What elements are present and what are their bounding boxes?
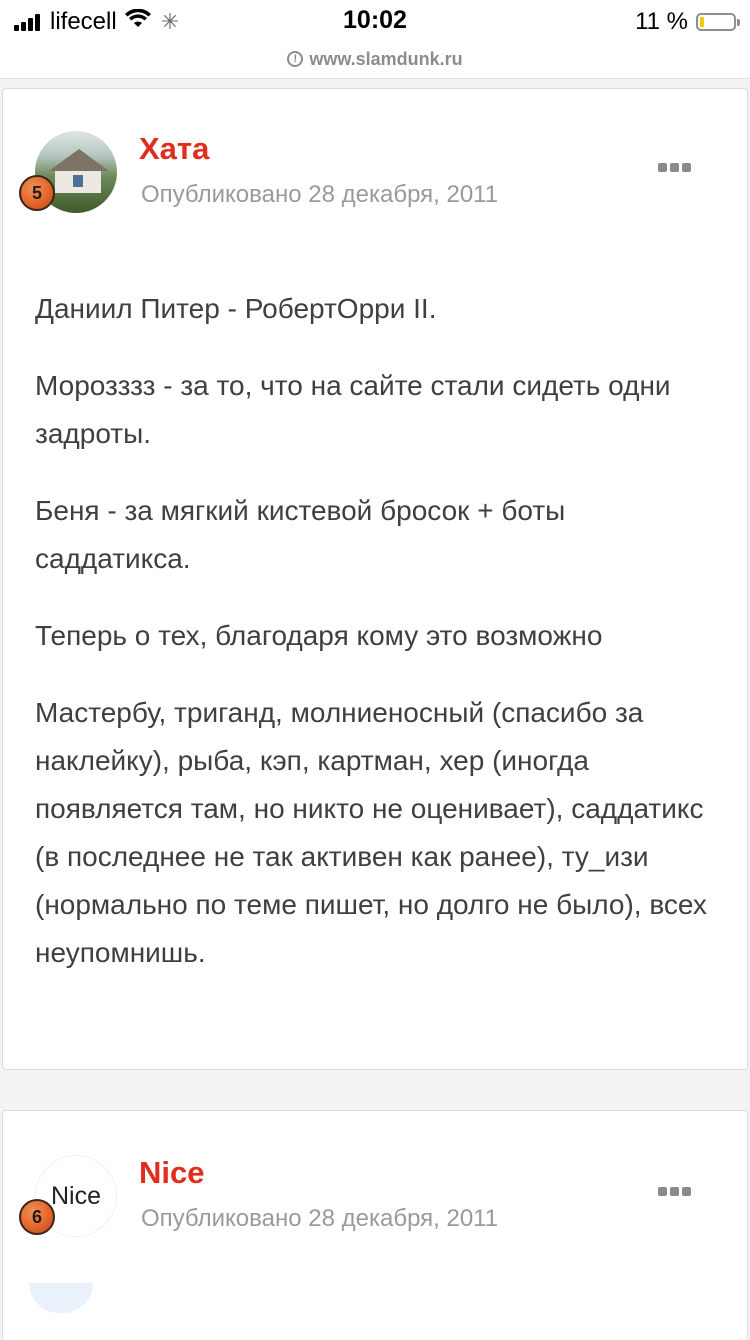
loading-spinner-icon: ✳ bbox=[160, 9, 180, 34]
address-bar[interactable] bbox=[0, 40, 750, 79]
house-roof bbox=[49, 149, 109, 171]
post-author[interactable]: Хата bbox=[139, 131, 210, 166]
post-card bbox=[2, 88, 748, 1070]
partial-content bbox=[29, 1283, 93, 1313]
post-date: Опубликовано 28 декабря, 2011 bbox=[141, 1205, 499, 1232]
status-time: 10:02 bbox=[343, 6, 407, 34]
post-paragraph: Теперь о тех, благодаря кому это возможно bbox=[35, 620, 603, 651]
more-options-icon[interactable] bbox=[655, 163, 691, 172]
rank-badge: 5 bbox=[19, 175, 55, 211]
status-bar bbox=[0, 0, 750, 40]
carrier-name: lifecell bbox=[50, 8, 117, 35]
rank-badge: 6 bbox=[19, 1199, 55, 1235]
info-icon[interactable]: ! bbox=[287, 51, 303, 67]
post-paragraph: Морозззз - за то, что на сайте стали сидеть одни задроты. bbox=[35, 370, 671, 449]
battery-icon bbox=[696, 13, 736, 31]
avatar[interactable]: Nice bbox=[35, 1155, 117, 1237]
post-paragraph: Беня - за мягкий кистевой бросок + боты саддатикса. bbox=[35, 495, 566, 574]
url-text[interactable]: www.slamdunk.ru bbox=[309, 48, 463, 69]
post-card bbox=[2, 1110, 748, 1340]
post-paragraph: Мастербу, триганд, молниеносный (спасибо за наклейку), рыба, кэп, картман, хер (иногда появляется там, но никто не оценивает), саддатикс (в последнее не так активен как ранее), ту_изи (нормально по теме пишет, но долго не было), всех неупомнишь. bbox=[35, 697, 707, 968]
post-date: Опубликовано 28 декабря, 2011 bbox=[141, 181, 499, 208]
more-options-icon[interactable] bbox=[655, 1187, 691, 1196]
post-content bbox=[35, 285, 715, 1006]
house-window bbox=[73, 175, 83, 187]
post-paragraph: Даниил Питер - РобертОрри II. bbox=[35, 293, 437, 324]
status-right bbox=[635, 8, 736, 36]
battery-percent: 11 % bbox=[635, 8, 688, 35]
post-author[interactable]: Nice bbox=[139, 1155, 205, 1190]
